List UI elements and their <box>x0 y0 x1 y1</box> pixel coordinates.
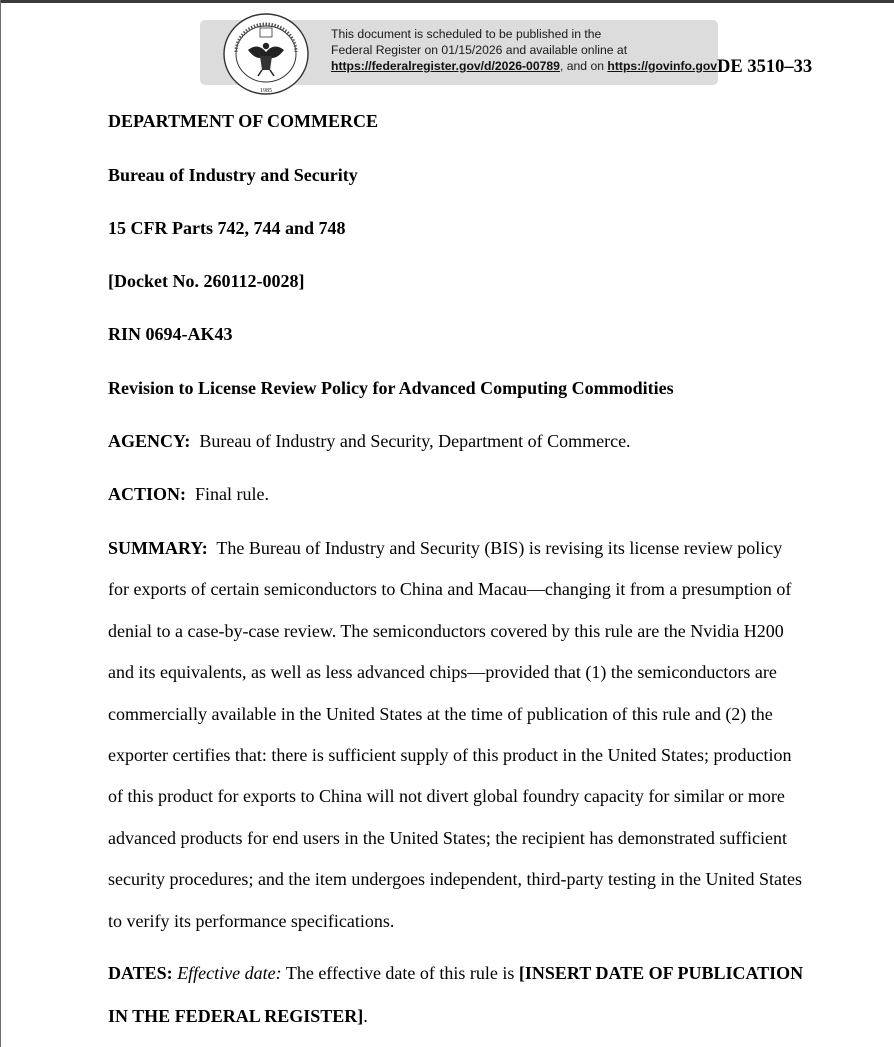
notice-conjunction: , and on <box>559 59 608 73</box>
nara-seal-icon <box>222 12 310 96</box>
dates-period: . <box>363 1006 368 1026</box>
bureau-heading: Bureau of Industry and Security <box>108 165 358 185</box>
summary-label: SUMMARY: <box>108 538 208 558</box>
window-left-border <box>0 0 1 1047</box>
rule-title: Revision to License Review Policy for Advanced Computing Commodities <box>108 378 674 398</box>
summary-line-9: security procedures; and the item undergoes independent, third-party testing in the United States <box>108 869 802 889</box>
summary-line-2: for exports of certain semiconductors to China and Macau—changing it from a presumption of <box>108 579 792 599</box>
dates-label: DATES: <box>108 963 173 983</box>
agency-label: AGENCY: <box>108 431 191 451</box>
effective-date-label: Effective date: <box>177 963 282 983</box>
publication-notice-text <box>331 26 717 74</box>
dates-insert-placeholder-1: [INSERT DATE OF PUBLICATION <box>518 963 804 983</box>
summary-line-5: commercially available in the United States at the time of publication of this rule and (2) the <box>108 704 773 724</box>
action-line <box>108 483 269 505</box>
summary-line-1 <box>108 537 782 559</box>
notice-line-1: This document is scheduled to be published in the <box>331 27 602 41</box>
summary-line-3: denial to a case-by-case review. The semiconductors covered by this rule are the Nvidia H200 <box>108 621 784 641</box>
summary-line-8: advanced products for end users in the United States; the recipient has demonstrated sufficient <box>108 828 787 848</box>
dates-line-2 <box>108 1005 368 1027</box>
summary-text: The Bureau of Industry and Security (BIS) is revising its license review policy <box>216 538 783 558</box>
notice-line-2: Federal Register on 01/15/2026 and available online at <box>331 43 628 57</box>
summary-line-4: and its equivalents, as well as less advanced chips—provided that (1) the semiconductors are <box>108 662 777 682</box>
dates-line-1 <box>108 962 803 984</box>
agency-text: Bureau of Industry and Security, Department of Commerce. <box>199 431 631 451</box>
window-top-border <box>0 0 894 3</box>
summary-line-7: of this product for exports to China will not divert global foundry capacity for similar or more <box>108 786 785 806</box>
department-heading: DEPARTMENT OF COMMERCE <box>108 111 379 131</box>
agency-line <box>108 430 631 452</box>
notice-line-3 <box>331 58 717 74</box>
seal-year: 1985 <box>260 88 272 94</box>
dates-insert-placeholder-2: IN THE FEDERAL REGISTER] <box>108 1006 364 1026</box>
govinfo-link[interactable]: https://govinfo.gov <box>607 59 718 73</box>
cfr-parts: 15 CFR Parts 742, 744 and 748 <box>108 218 346 238</box>
action-label: ACTION: <box>108 484 187 504</box>
docket-number: [Docket No. 260112-0028] <box>108 271 305 291</box>
summary-line-6: exporter certifies that: there is sufficient supply of this product in the United States; production <box>108 745 792 765</box>
billing-code: DE 3510–33 <box>717 57 813 77</box>
rin-number: RIN 0694-AK43 <box>108 324 233 344</box>
action-text: Final rule. <box>195 484 270 504</box>
federalregister-link[interactable]: https://federalregister.gov/d/2026-00789 <box>331 59 560 73</box>
dates-text: The effective date of this rule is <box>285 963 515 983</box>
summary-line-10: to verify its performance specifications. <box>108 911 395 931</box>
